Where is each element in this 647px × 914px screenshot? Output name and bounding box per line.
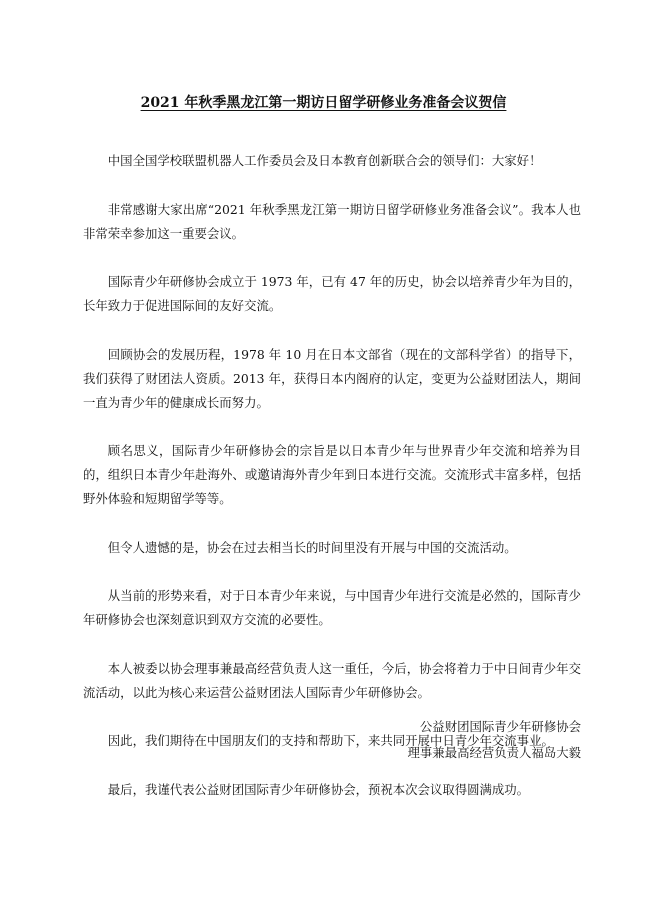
paragraph: 顾名思义，国际青少年研修协会的宗旨是以日本青少年与世界青少年交流和培养为目的，组织日本青少年赴海外、或邀请海外青少年到日本进行交流。交流形式丰富多样，包括野外体验和短期留学等等。 — [83, 443, 581, 506]
paragraph: 本人被委以协会理事兼最高经营负责人这一重任，今后，协会将着力于中日间青少年交流活动，以此为核心来运营公益财团法人国际青少年研修协会。 — [83, 660, 581, 700]
paragraph: 非常感谢大家出席“2021 年秋季黑龙江第一期访日留学研修业务准备会议”。我本人也非常荣幸参加这一重要会议。 — [83, 201, 581, 241]
paragraph: 但令人遗憾的是，协会在过去相当长的时间里没有开展与中国的交流活动。 — [107, 539, 517, 555]
paragraph: 回顾协会的发展历程，1978 年 10 月在日本文部省（现在的文部科学省）的指导下，我们获得了财团法人资质。2013 年，获得日本内阁府的认定，变更为公益财团法人，期间一直为青少年的健康成长而努力。 — [83, 346, 581, 410]
paragraph: 国际青少年研修协会成立于 1973 年，已有 47 年的历史，协会以培养青少年为目的，长年致力于促进国际间的友好交流。 — [83, 274, 581, 313]
signature-organization: 公益财团国际青少年研修协会 — [419, 719, 581, 734]
signature-block — [408, 714, 581, 766]
paragraph: 因此，我们期待在中国朋友们的支持和帮助下，来共同开展中日青少年交流事业。 — [107, 733, 554, 748]
paragraph: 从当前的形势来看，对于日本青少年来说，与中国青少年进行交流是必然的，国际青少年研修协会也深刻意识到双方交流的必要性。 — [83, 588, 581, 627]
paragraph-closing: 最后，我谨代表公益财团国际青少年研修协会，预祝本次会议取得圆满成功。 — [107, 781, 530, 797]
paragraph-greeting: 中国全国学校联盟机器人工作委员会及日本教育创新联合会的领导们：大家好！ — [107, 153, 542, 168]
signature-signer: 理事兼最高经营负责人福岛大毅 — [407, 745, 581, 760]
letter-title: 2021 年秋季黑龙江第一期访日留学研修业务准备会议贺信 — [140, 95, 507, 111]
